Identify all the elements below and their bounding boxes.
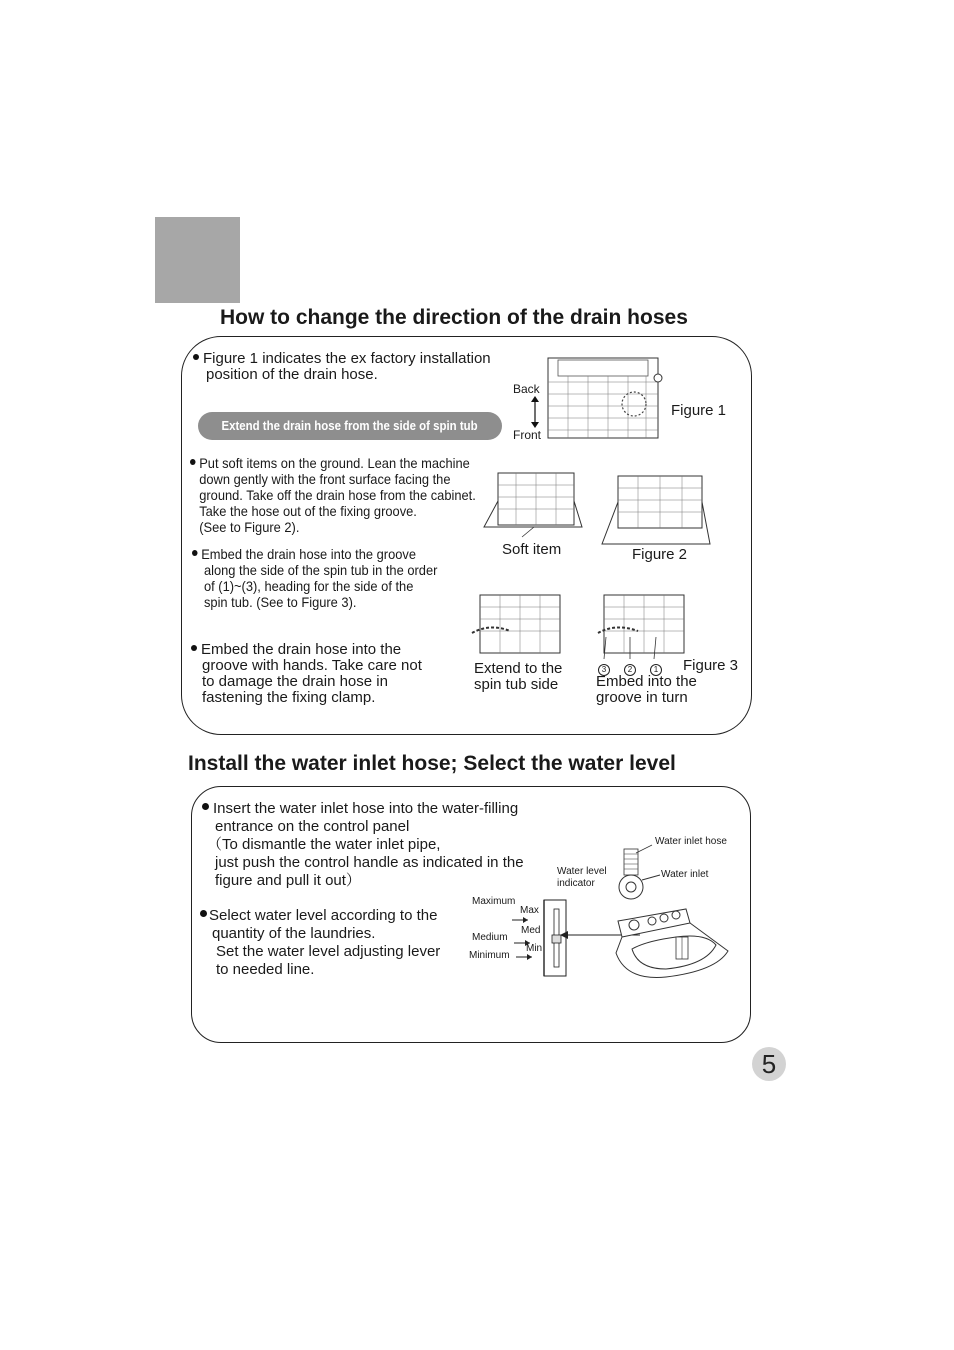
bullet-dot [190, 459, 196, 465]
decorative-gray-block [155, 217, 240, 303]
s1-bullet2: Put soft items on the ground. Lean the machine down gently with the front surface facing the ground. Take off the drain hose from the cabinet. Take the hose out of the fixing groove. (See to Figure 2). [190, 455, 476, 535]
water-level-indicator-label: Water level indicator [557, 866, 607, 889]
front-label: Front [513, 428, 542, 442]
med-mark: Med [521, 925, 541, 936]
bullet-dot [193, 354, 199, 360]
back-front-arrow-icon [529, 396, 541, 428]
page-number-badge: 5 [752, 1047, 786, 1081]
figure3-machine-drawing [594, 593, 688, 659]
max-mark: Max [520, 905, 539, 916]
section2-title: Install the water inlet hose; Select the water level [188, 752, 676, 775]
medium-label: Medium [472, 932, 508, 943]
figure2-caption: Figure 2 [632, 546, 688, 563]
extend-spin-tub-figure-drawing [470, 593, 564, 659]
figure1-machine-drawing [540, 356, 670, 441]
water-inlet-label: Water inlet [661, 869, 709, 880]
water-inlet-hose-label: Water inlet hose [655, 836, 727, 847]
s1-bullet3: Embed the drain hose into the groove along the side of the spin tub in the order of (1)~(3), heading for the side of the spin tub. (See to Figure 3). [192, 546, 437, 610]
s1-bullet4: Embed the drain hose into the groove with hands. Take care not to damage the drain hose in fastening the fixing clamp. [191, 642, 422, 706]
figure1-caption: Figure 1 [671, 402, 727, 419]
section1-title: How to change the direction of the drain hoses [220, 306, 688, 329]
min-mark: Min [526, 943, 543, 954]
minimum-label: Minimum [469, 950, 510, 961]
s2-bullet2: Select water level according to the quantity of the laundries. Set the water level adjusting lever to needed line. [200, 907, 440, 979]
s2-bullet1: Insert the water inlet hose into the water-filling entrance on the control panel （To dismantle the water inlet pipe, just push the control handle as indicated in the figure and pull it out） [202, 800, 524, 890]
step-1-badge: 1 [650, 664, 662, 676]
back-label: Back [513, 382, 540, 396]
extend-drain-hose-banner: Extend the drain hose from the side of spin tub [198, 412, 502, 440]
bullet-dot [202, 803, 209, 810]
soft-item-label: Soft item [502, 541, 562, 558]
bullet-dot [200, 910, 207, 917]
figure3-caption: Figure 3 [683, 657, 739, 674]
washer-water-inlet-drawing [556, 845, 746, 985]
extend-caption: Extend to the spin tub side [474, 660, 563, 693]
figure2-machine-drawing [598, 472, 712, 548]
embed-caption: Embed into the groove in turn [596, 673, 697, 706]
s1-bullet1: Figure 1 indicates the ex factory installation position of the drain hose. [193, 351, 491, 383]
soft-item-figure-drawing [482, 471, 584, 533]
step-2-badge: 2 [624, 664, 636, 676]
bullet-dot [192, 550, 198, 556]
maximum-label: Maximum [472, 896, 516, 907]
step-3-badge: 3 [598, 664, 610, 676]
bullet-dot [191, 645, 197, 651]
